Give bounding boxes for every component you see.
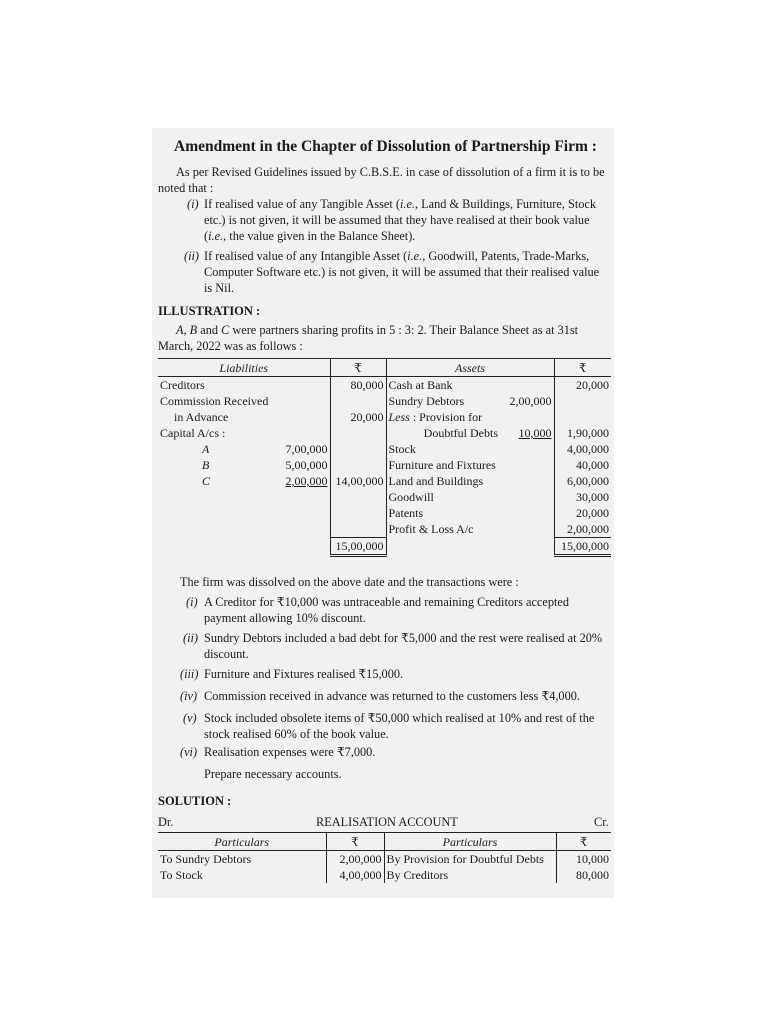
realisation-account-title: REALISATION ACCOUNT — [316, 815, 458, 829]
liability-amount — [330, 393, 386, 409]
amendment-1-line-3: (i.e., the value given in the Balance Sheet). — [204, 229, 416, 243]
liability-amount — [330, 505, 386, 521]
liability-amount — [330, 441, 386, 457]
asset-amount: 40,000 — [554, 457, 611, 473]
header-particulars-right: Particulars — [384, 833, 556, 851]
header-particulars-left: Particulars — [158, 833, 326, 851]
liability-label: B — [202, 458, 210, 472]
table-row — [158, 473, 611, 489]
amendment-2-line-1: If realised value of any Intangible Asset (i.e., Goodwill, Patents, Trade-Marks, — [204, 249, 590, 263]
realisation-account-table — [158, 832, 611, 883]
transaction-5-num: (v) — [183, 711, 197, 725]
credit-particular: By Provision for Doubtful Debts — [386, 852, 544, 866]
credit-amount: 10,000 — [556, 851, 611, 868]
asset-label: Furniture and Fixtures — [388, 458, 496, 472]
asset-sub-amount — [500, 505, 554, 521]
liability-amount — [330, 457, 386, 473]
liability-label — [158, 521, 270, 538]
balance-sheet — [158, 358, 611, 557]
asset-label: Profit & Loss A/c — [388, 522, 474, 537]
asset-label: Land and Buildings — [388, 474, 484, 488]
table-row — [158, 489, 611, 505]
table-row — [158, 521, 611, 538]
liability-amount: 14,00,000 — [330, 473, 386, 489]
header-rupee-right: ₹ — [556, 833, 611, 851]
transaction-2-line-1: Sundry Debtors included a bad debt for ₹5,000 and the rest were realised at 20% — [204, 631, 603, 645]
table-row — [158, 377, 611, 394]
debit-particular: To Sundry Debtors — [160, 852, 252, 866]
transaction-4-line-1: Commission received in advance was returned to the customers less ₹4,000. — [204, 689, 580, 703]
intro-line-1: As per Revised Guidelines issued by C.B.S.E. in case of dissolution of a firm it is to be — [176, 165, 605, 179]
transaction-3-num: (iii) — [180, 667, 199, 681]
amendment-1-line-2: etc.) is not given, it will be assumed that they have realised at their book value — [204, 213, 590, 227]
liability-amount — [330, 489, 386, 505]
asset-sub-amount — [500, 409, 554, 425]
asset-label: Doubtful Debts — [423, 426, 498, 440]
asset-amount: 4,00,000 — [554, 441, 611, 457]
liability-label: in Advance — [174, 410, 229, 424]
asset-amount: 20,000 — [554, 505, 611, 521]
table-row — [158, 425, 611, 441]
liability-label: Commission Received — [160, 394, 269, 408]
transaction-5-line-1: Stock included obsolete items of ₹50,000 which realised at 10% and rest of the — [204, 711, 595, 725]
realisation-account — [158, 832, 611, 883]
solution-heading: SOLUTION : — [158, 794, 232, 808]
dr-label: Dr. — [158, 815, 174, 829]
asset-sub-amount — [500, 377, 554, 394]
table-row — [158, 505, 611, 521]
amendment-2-line-3: is Nil. — [204, 281, 235, 295]
balance-sheet-table — [158, 358, 611, 557]
asset-sub-amount — [500, 489, 554, 505]
asset-label: Patents — [388, 506, 424, 520]
asset-amount: 20,000 — [554, 377, 611, 394]
asset-sub-amount — [500, 521, 554, 538]
transaction-5-line-2: stock realised 60% of the book value. — [204, 727, 389, 741]
asset-sub-amount: 2,00,000 — [509, 394, 552, 408]
liability-sub-amount: 5,00,000 — [285, 458, 328, 472]
liability-label: Capital A/cs : — [160, 426, 226, 440]
header-liabilities: Liabilities — [158, 359, 330, 377]
liability-sub-amount — [270, 425, 330, 441]
totals-row — [158, 538, 611, 556]
liability-sub-amount — [270, 505, 330, 521]
total-assets: 15,00,000 — [554, 538, 611, 556]
amendment-1-line-1: If realised value of any Tangible Asset (i.e., Land & Buildings, Furniture, Stock — [204, 197, 597, 211]
table-row — [158, 409, 611, 425]
transaction-1-line-1: A Creditor for ₹10,000 was untraceable and remaining Creditors accepted — [204, 595, 569, 609]
liability-amount — [330, 425, 386, 441]
table-row — [158, 867, 611, 883]
table-row — [158, 441, 611, 457]
amendment-2-line-2: Computer Software etc.) is not given, it will be assumed that their realised value — [204, 265, 600, 279]
liability-sub-amount — [270, 489, 330, 505]
transaction-1-num: (i) — [186, 595, 198, 609]
asset-sub-amount — [500, 441, 554, 457]
transaction-6-num: (vi) — [180, 745, 198, 759]
asset-sub-amount: 10,000 — [518, 426, 552, 440]
liability-sub-amount — [270, 409, 330, 425]
asset-sub-amount — [500, 457, 554, 473]
liability-amount — [330, 521, 386, 538]
transaction-2-num: (ii) — [183, 631, 199, 645]
page-title: Amendment in the Chapter of Dissolution of Partnership Firm : — [174, 138, 597, 155]
header-assets: Assets — [386, 359, 554, 377]
liability-sub-amount: 2,00,000 — [285, 474, 328, 488]
liability-sub-amount: 7,00,000 — [285, 442, 328, 456]
liability-amount: 20,000 — [330, 409, 386, 425]
liability-amount: 80,000 — [330, 377, 386, 394]
illustration-heading: ILLUSTRATION : — [158, 304, 261, 318]
debit-amount: 4,00,000 — [326, 867, 384, 883]
illustration-line-1: A, B and C were partners sharing profits in 5 : 3: 2. Their Balance Sheet as at 31st — [176, 323, 579, 337]
illustration-line-2: March, 2022 was as follows : — [158, 339, 303, 353]
asset-amount: 6,00,000 — [554, 473, 611, 489]
asset-amount: 2,00,000 — [554, 521, 611, 538]
amendment-1-num: (i) — [187, 197, 199, 211]
realisation-header — [158, 833, 611, 851]
asset-amount: 30,000 — [554, 489, 611, 505]
liability-sub-amount — [270, 377, 330, 394]
debit-particular: To Stock — [160, 868, 203, 882]
transaction-3-line-1: Furniture and Fixtures realised ₹15,000. — [204, 667, 404, 681]
header-rupee-left: ₹ — [326, 833, 384, 851]
transaction-2-line-2: discount. — [204, 647, 249, 661]
table-row — [158, 457, 611, 473]
liability-label — [158, 505, 270, 521]
asset-amount — [554, 393, 611, 409]
asset-label: Goodwill — [388, 490, 434, 504]
transaction-4-num: (iv) — [180, 689, 198, 703]
credit-particular: By Creditors — [386, 868, 449, 882]
liability-sub-amount — [270, 521, 330, 538]
header-rupee-left: ₹ — [330, 359, 386, 377]
liability-label: A — [202, 442, 210, 456]
table-row — [158, 851, 611, 868]
asset-label: Less : Provision for — [388, 410, 483, 424]
amendment-2-num: (ii) — [184, 249, 200, 263]
debit-amount: 2,00,000 — [326, 851, 384, 868]
transaction-6-line-1: Realisation expenses were ₹7,000. — [204, 745, 376, 759]
header-rupee-right: ₹ — [554, 359, 611, 377]
prepare-instruction: Prepare necessary accounts. — [204, 767, 342, 781]
transactions-intro: The firm was dissolved on the above date and the transactions were : — [180, 575, 519, 589]
asset-amount — [554, 409, 611, 425]
intro-line-2: noted that : — [158, 181, 214, 195]
liability-label: C — [202, 474, 211, 488]
liability-sub-amount — [270, 393, 330, 409]
liability-label — [158, 489, 270, 505]
total-liabilities: 15,00,000 — [330, 538, 386, 556]
cr-label: Cr. — [594, 815, 609, 829]
asset-label: Cash at Bank — [388, 378, 453, 392]
credit-amount: 80,000 — [556, 867, 611, 883]
liability-label: Creditors — [160, 378, 205, 392]
asset-label: Sundry Debtors — [388, 394, 465, 408]
transaction-1-line-2: payment allowing 10% discount. — [204, 611, 366, 625]
balance-sheet-header — [158, 359, 611, 377]
asset-amount: 1,90,000 — [554, 425, 611, 441]
asset-label: Stock — [388, 442, 416, 456]
table-row — [158, 393, 611, 409]
asset-sub-amount — [500, 473, 554, 489]
